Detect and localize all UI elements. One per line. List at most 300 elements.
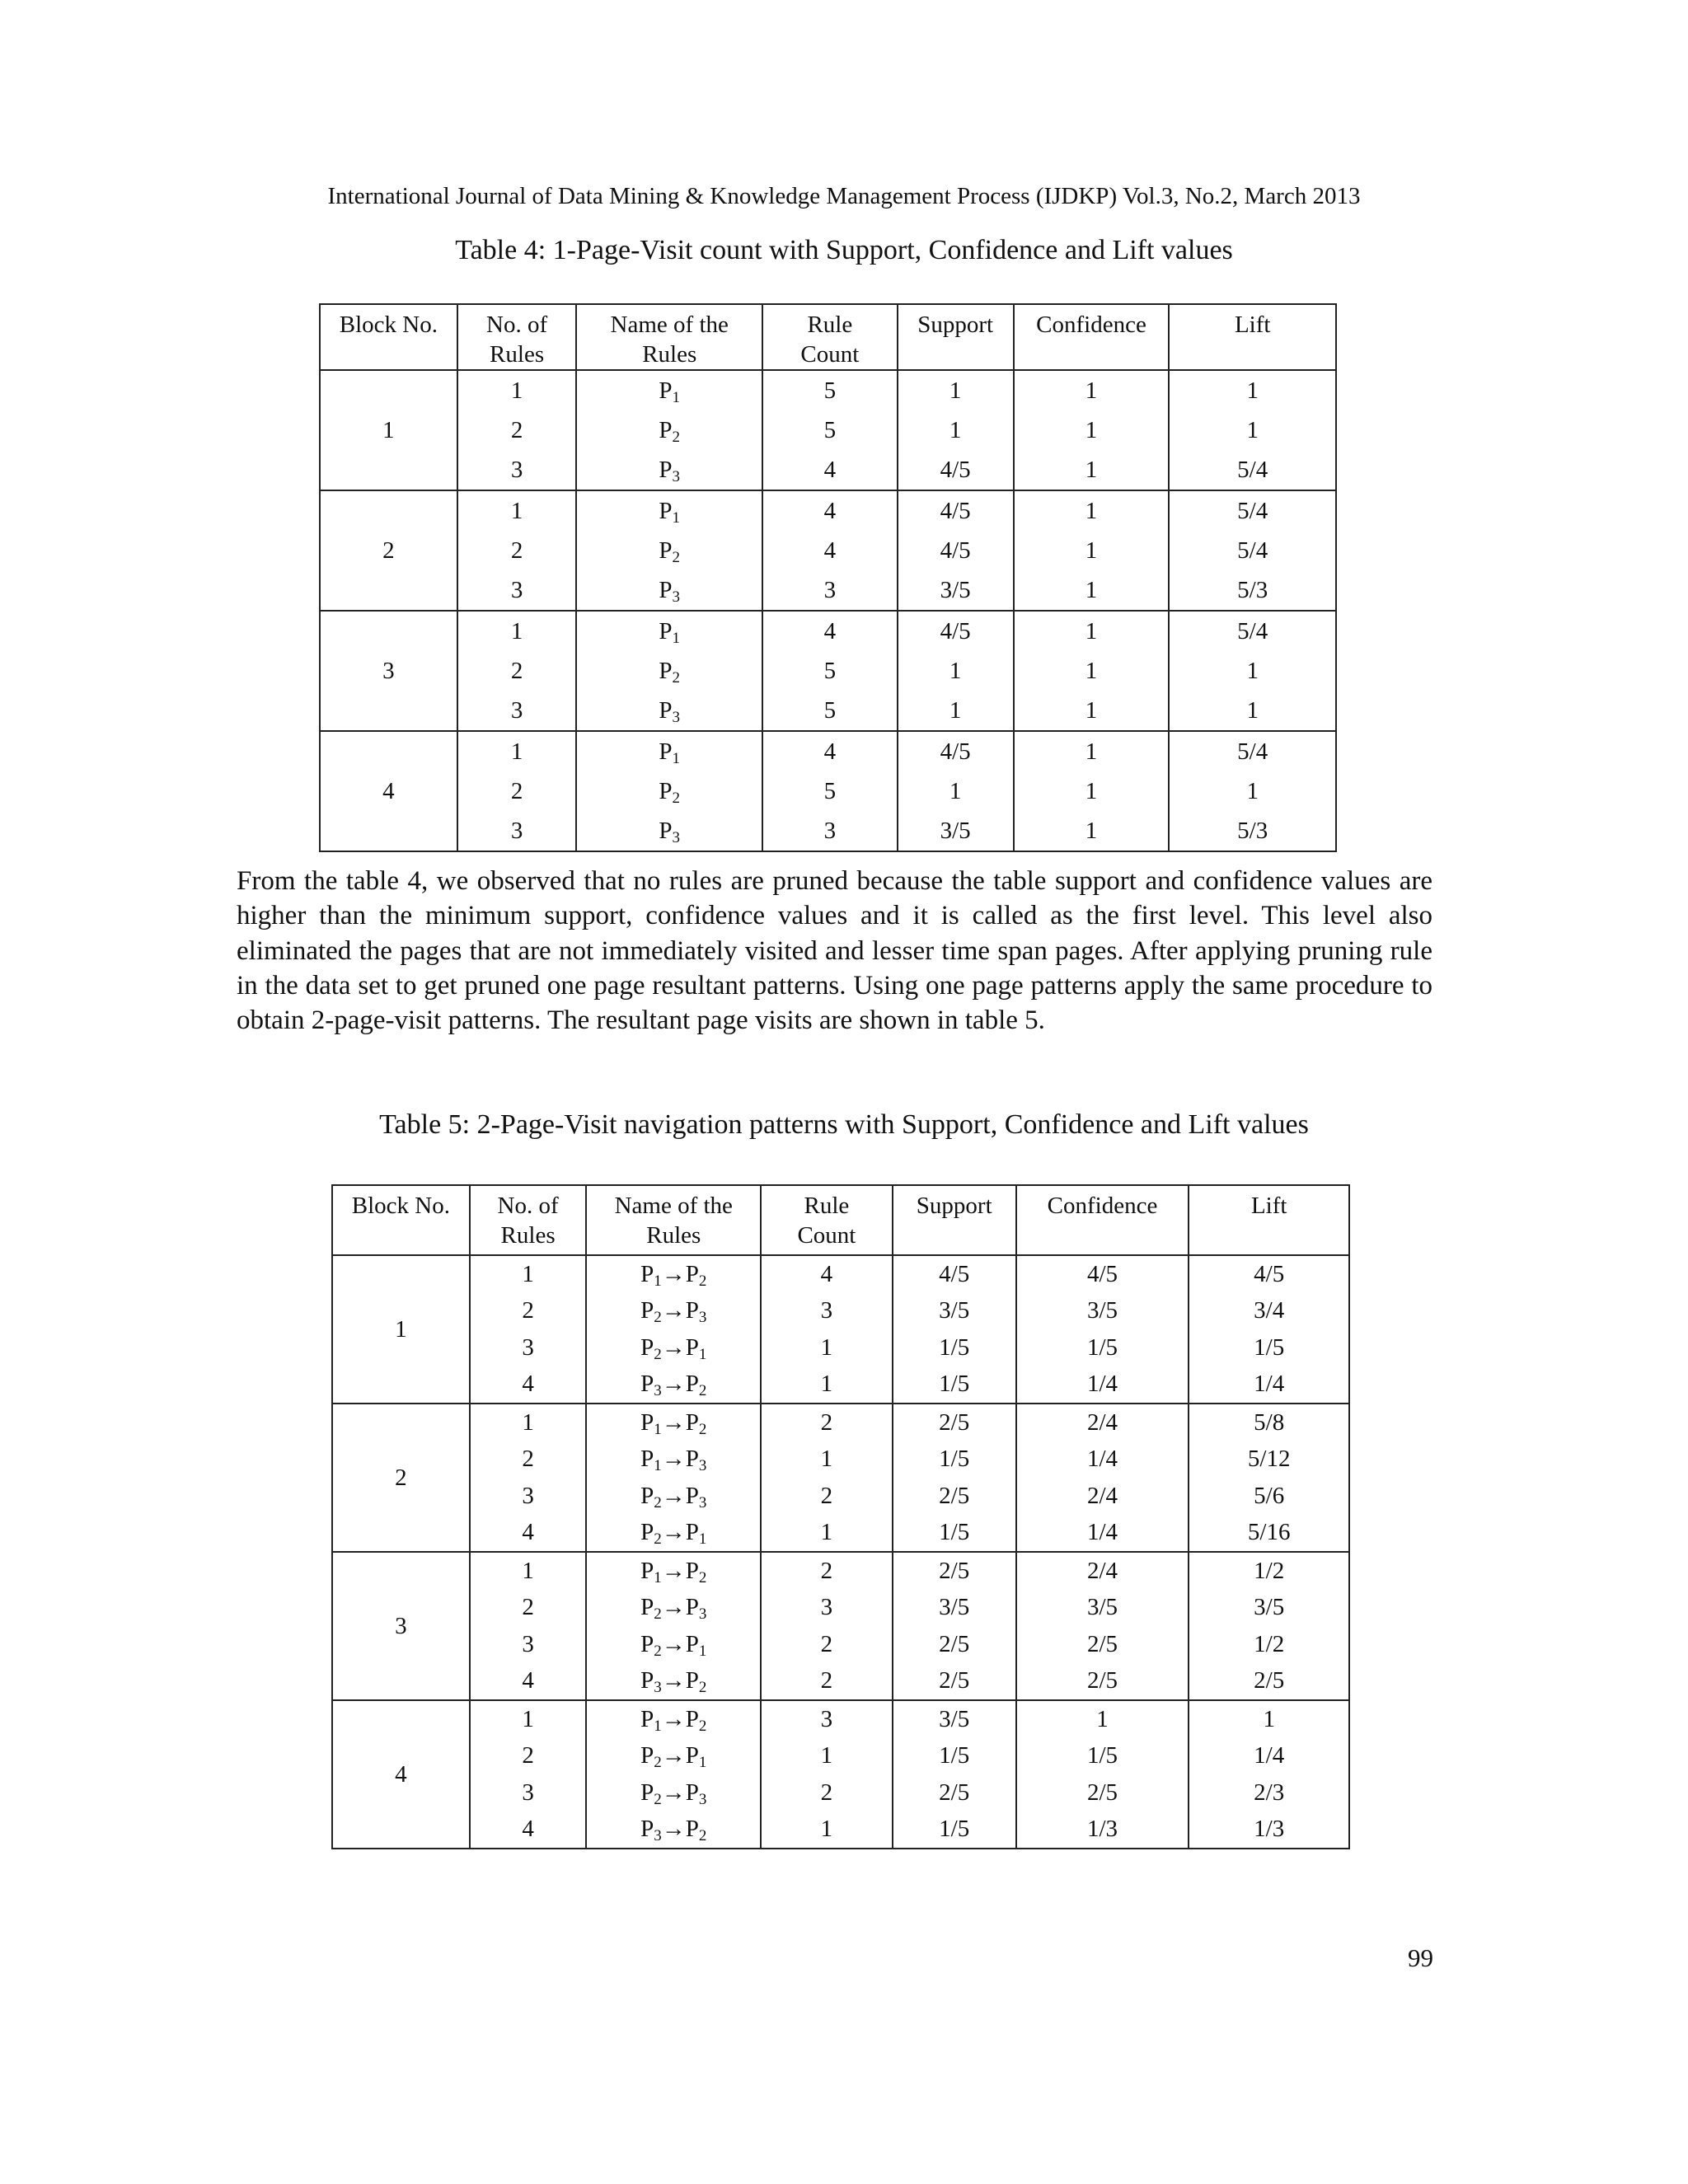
page-letter: P [659, 817, 673, 844]
page-subscript: 3 [672, 467, 681, 485]
column-header: Support [898, 304, 1014, 370]
page-letter: P [659, 416, 673, 443]
rule-name-cell [576, 811, 762, 851]
lift-cell: 5/4 [1169, 611, 1336, 651]
page-letter: P [685, 1667, 699, 1694]
block-number-cell: 4 [320, 731, 457, 851]
lift-cell: 5/4 [1169, 731, 1336, 771]
rule-number-cell: 1 [470, 1404, 587, 1441]
rule-number-cell: 2 [470, 1293, 587, 1330]
lift-cell: 3/4 [1189, 1293, 1349, 1330]
rule-number-cell: 3 [470, 1774, 587, 1811]
rule-count-cell: 4 [762, 611, 898, 651]
arrow-icon: → [661, 1630, 686, 1657]
lift-cell: 1 [1169, 651, 1336, 691]
rule-name-cell [586, 1626, 761, 1663]
rule-name-cell [586, 1774, 761, 1811]
page-subscript: 2 [672, 789, 681, 807]
table-row [320, 531, 1336, 570]
page-subscript: 3 [654, 1382, 662, 1400]
table-row [320, 370, 1336, 410]
confidence-cell: 1 [1014, 691, 1170, 731]
arrow-icon: → [661, 1446, 686, 1473]
table-row [320, 570, 1336, 611]
arrow-icon: → [661, 1705, 686, 1732]
lift-cell: 5/16 [1189, 1515, 1349, 1553]
rule-name-cell [576, 691, 762, 731]
confidence-cell: 2/5 [1016, 1774, 1189, 1811]
confidence-cell: 3/5 [1016, 1293, 1189, 1330]
table-row [320, 611, 1336, 651]
page-letter: P [659, 777, 673, 804]
rule-name-cell [576, 570, 762, 611]
rule-number-cell: 2 [470, 1738, 587, 1775]
support-cell: 2/5 [893, 1663, 1016, 1701]
confidence-cell: 2/4 [1016, 1552, 1189, 1590]
page-subscript: 1 [698, 1754, 707, 1772]
arrow-icon: → [661, 1519, 686, 1546]
arrow-icon: → [661, 1594, 686, 1621]
page-letter: P [659, 537, 673, 564]
confidence-cell: 1 [1014, 450, 1170, 490]
page-subscript: 2 [672, 548, 681, 566]
lift-cell: 5/12 [1189, 1441, 1349, 1479]
page-subscript: 1 [672, 629, 681, 647]
table-row [332, 1738, 1349, 1775]
page-subscript: 1 [654, 1272, 662, 1290]
confidence-cell: 1 [1014, 370, 1170, 410]
support-cell: 1/5 [893, 1738, 1016, 1775]
column-header: Lift [1189, 1185, 1349, 1255]
block-number-cell: 3 [332, 1552, 470, 1700]
rule-count-cell: 1 [761, 1441, 893, 1479]
column-header: Confidence [1016, 1185, 1189, 1255]
page-subscript: 2 [654, 1345, 662, 1363]
page-subscript: 2 [698, 1827, 707, 1845]
page-letter: P [659, 456, 673, 483]
block-number-cell: 1 [332, 1255, 470, 1404]
page-letter: P [685, 1742, 699, 1769]
arrow-icon: → [661, 1779, 686, 1806]
page-letter: P [685, 1594, 699, 1621]
rule-count-cell: 5 [762, 691, 898, 731]
confidence-cell: 2/4 [1016, 1404, 1189, 1441]
page-subscript: 2 [698, 1717, 707, 1735]
block-number-cell: 1 [320, 370, 457, 490]
table-row [332, 1663, 1349, 1701]
support-cell: 1 [898, 691, 1014, 731]
support-cell: 1/5 [893, 1515, 1016, 1553]
column-header: Support [893, 1185, 1016, 1255]
confidence-cell: 1 [1014, 490, 1170, 531]
lift-cell: 5/6 [1189, 1478, 1349, 1515]
lift-cell: 1 [1169, 370, 1336, 410]
table-row [332, 1404, 1349, 1441]
lift-cell: 1/2 [1189, 1626, 1349, 1663]
rule-number-cell: 4 [470, 1811, 587, 1849]
block-number-cell: 2 [332, 1404, 470, 1552]
page-subscript: 1 [654, 1717, 662, 1735]
rule-name-cell [586, 1255, 761, 1293]
page-subscript: 2 [654, 1790, 662, 1808]
table-row [332, 1515, 1349, 1553]
page-letter: P [685, 1519, 699, 1546]
rule-name-cell [586, 1590, 761, 1627]
rule-count-cell: 1 [761, 1515, 893, 1553]
arrow-icon: → [661, 1482, 686, 1509]
lift-cell: 1/4 [1189, 1738, 1349, 1775]
table-5-body [332, 1255, 1349, 1849]
page-letter: P [640, 1779, 654, 1806]
rule-count-cell: 3 [761, 1293, 893, 1330]
confidence-cell: 1/3 [1016, 1811, 1189, 1849]
rule-name-cell [576, 370, 762, 410]
page-subscript: 1 [672, 388, 681, 406]
column-header: Name of the Rules [586, 1185, 761, 1255]
page-letter: P [659, 617, 673, 644]
confidence-cell: 1 [1014, 531, 1170, 570]
page-subscript: 2 [672, 428, 681, 446]
page-subscript: 3 [698, 1605, 707, 1624]
rule-count-cell: 4 [762, 450, 898, 490]
page-subscript: 1 [672, 749, 681, 767]
rule-count-cell: 1 [761, 1329, 893, 1366]
support-cell: 4/5 [898, 731, 1014, 771]
table-5-header [332, 1185, 1349, 1255]
page-letter: P [685, 1779, 699, 1806]
page-subscript: 2 [654, 1642, 662, 1660]
rule-number-cell: 2 [457, 410, 577, 450]
confidence-cell: 3/5 [1016, 1590, 1189, 1627]
rule-number-cell: 2 [457, 651, 577, 691]
rule-name-cell [586, 1478, 761, 1515]
page-letter: P [640, 1557, 654, 1584]
support-cell: 1/5 [893, 1329, 1016, 1366]
rule-number-cell: 1 [470, 1700, 587, 1738]
table-row [320, 490, 1336, 531]
page-subscript: 2 [698, 1420, 707, 1438]
rule-count-cell: 5 [762, 771, 898, 811]
arrow-icon: → [661, 1297, 686, 1324]
confidence-cell: 2/5 [1016, 1663, 1189, 1701]
support-cell: 1 [898, 410, 1014, 450]
rule-count-cell: 2 [761, 1626, 893, 1663]
confidence-cell: 1 [1014, 771, 1170, 811]
confidence-cell: 1 [1014, 731, 1170, 771]
confidence-cell: 1 [1014, 570, 1170, 611]
support-cell: 1 [898, 370, 1014, 410]
rule-count-cell: 5 [762, 370, 898, 410]
lift-cell: 5/3 [1169, 811, 1336, 851]
table-5-caption: Table 5: 2-Page-Visit navigation patterns with Support, Confidence and Lift values [379, 1109, 1309, 1140]
page-subscript: 3 [698, 1309, 707, 1327]
page-letter: P [659, 696, 673, 724]
rule-number-cell: 2 [470, 1441, 587, 1479]
page-subscript: 2 [698, 1382, 707, 1400]
lift-cell: 4/5 [1189, 1255, 1349, 1293]
page-letter: P [640, 1519, 654, 1546]
lift-cell: 1 [1169, 410, 1336, 450]
rule-number-cell: 1 [470, 1552, 587, 1590]
page-number: 99 [1408, 1943, 1433, 1972]
confidence-cell: 1 [1014, 811, 1170, 851]
lift-cell: 5/8 [1189, 1404, 1349, 1441]
lift-cell: 1 [1169, 771, 1336, 811]
page-letter: P [640, 1594, 654, 1621]
support-cell: 2/5 [893, 1404, 1016, 1441]
rule-number-cell: 3 [457, 811, 577, 851]
page-letter: P [685, 1260, 699, 1287]
page-letter: P [640, 1408, 654, 1436]
page-subscript: 3 [654, 1679, 662, 1697]
arrow-icon: → [661, 1333, 686, 1361]
block-number-cell: 4 [332, 1700, 470, 1849]
rule-count-cell: 4 [762, 531, 898, 570]
rule-number-cell: 3 [457, 450, 577, 490]
support-cell: 4/5 [898, 490, 1014, 531]
support-cell: 1/5 [893, 1441, 1016, 1479]
lift-cell: 1/3 [1189, 1811, 1349, 1849]
column-header: Name of the Rules [576, 304, 762, 370]
column-header: No. of Rules [457, 304, 577, 370]
block-number-cell: 2 [320, 490, 457, 611]
rule-name-cell [576, 450, 762, 490]
page-subscript: 2 [654, 1605, 662, 1624]
page-letter: P [640, 1816, 654, 1843]
rule-count-cell: 2 [761, 1552, 893, 1590]
rule-name-cell [576, 731, 762, 771]
column-header: Block No. [332, 1185, 470, 1255]
support-cell: 4/5 [893, 1255, 1016, 1293]
lift-cell: 5/3 [1169, 570, 1336, 611]
rule-count-cell: 3 [761, 1590, 893, 1627]
page-subscript: 1 [654, 1420, 662, 1438]
table-4-header [320, 304, 1336, 370]
rule-number-cell: 1 [457, 370, 577, 410]
table-row [332, 1293, 1349, 1330]
rule-name-cell [586, 1738, 761, 1775]
rule-name-cell [576, 651, 762, 691]
rule-count-cell: 2 [761, 1663, 893, 1701]
arrow-icon: → [661, 1816, 686, 1843]
support-cell: 2/5 [893, 1552, 1016, 1590]
rule-number-cell: 3 [470, 1626, 587, 1663]
confidence-cell: 1/5 [1016, 1738, 1189, 1775]
arrow-icon: → [661, 1371, 686, 1398]
table-row [332, 1441, 1349, 1479]
page-subscript: 2 [654, 1493, 662, 1511]
table-row [332, 1366, 1349, 1404]
rule-name-cell [586, 1811, 761, 1849]
rule-number-cell: 3 [457, 691, 577, 731]
rule-name-cell [576, 531, 762, 570]
confidence-cell: 1 [1016, 1700, 1189, 1738]
page-subscript: 1 [654, 1457, 662, 1475]
page-letter: P [640, 1482, 654, 1509]
confidence-cell: 1 [1014, 651, 1170, 691]
support-cell: 3/5 [893, 1293, 1016, 1330]
rule-count-cell: 1 [761, 1811, 893, 1849]
table-4 [319, 303, 1337, 852]
column-header: Lift [1169, 304, 1336, 370]
page-letter: P [640, 1667, 654, 1694]
confidence-cell: 4/5 [1016, 1255, 1189, 1293]
table-4-caption: Table 4: 1-Page-Visit count with Support, Confidence and Lift values [455, 235, 1233, 265]
lift-cell: 2/3 [1189, 1774, 1349, 1811]
confidence-cell: 1/4 [1016, 1515, 1189, 1553]
table-5 [331, 1184, 1350, 1849]
rule-name-cell [586, 1404, 761, 1441]
rule-number-cell: 2 [457, 771, 577, 811]
rule-name-cell [576, 490, 762, 531]
page-letter: P [659, 377, 673, 404]
rule-count-cell: 4 [762, 731, 898, 771]
page-subscript: 2 [654, 1754, 662, 1772]
rule-number-cell: 3 [470, 1478, 587, 1515]
support-cell: 3/5 [898, 570, 1014, 611]
lift-cell: 5/4 [1169, 450, 1336, 490]
rule-name-cell [586, 1329, 761, 1366]
lift-cell: 5/4 [1169, 531, 1336, 570]
rule-number-cell: 1 [457, 731, 577, 771]
lift-cell: 1/2 [1189, 1552, 1349, 1590]
table-row [320, 811, 1336, 851]
confidence-cell: 1 [1014, 611, 1170, 651]
page-letter: P [685, 1333, 699, 1361]
table-row [320, 731, 1336, 771]
support-cell: 2/5 [893, 1626, 1016, 1663]
page-letter: P [640, 1260, 654, 1287]
table-row [320, 691, 1336, 731]
column-header: No. of Rules [470, 1185, 587, 1255]
rule-count-cell: 2 [761, 1774, 893, 1811]
rule-count-cell: 1 [761, 1738, 893, 1775]
page-letter: P [685, 1557, 699, 1584]
table-row [332, 1478, 1349, 1515]
page-subscript: 2 [698, 1272, 707, 1290]
page-letter: P [685, 1371, 699, 1398]
arrow-icon: → [661, 1260, 686, 1287]
rule-number-cell: 3 [457, 570, 577, 611]
page-letter: P [659, 576, 673, 603]
table-row [320, 450, 1336, 490]
rule-name-cell [586, 1515, 761, 1553]
confidence-cell: 1/5 [1016, 1329, 1189, 1366]
page-subscript: 2 [698, 1568, 707, 1586]
rule-name-cell [586, 1552, 761, 1590]
page-subscript: 3 [672, 708, 681, 726]
column-header: Block No. [320, 304, 457, 370]
rule-count-cell: 4 [761, 1255, 893, 1293]
page-letter: P [685, 1816, 699, 1843]
rule-number-cell: 1 [457, 611, 577, 651]
rule-number-cell: 2 [470, 1590, 587, 1627]
rule-name-cell [586, 1700, 761, 1738]
page-subscript: 3 [672, 588, 681, 606]
arrow-icon: → [661, 1667, 686, 1694]
page-letter: P [685, 1446, 699, 1473]
confidence-cell: 1/4 [1016, 1366, 1189, 1404]
page-subscript: 2 [654, 1309, 662, 1327]
support-cell: 1/5 [893, 1366, 1016, 1404]
rule-count-cell: 2 [761, 1404, 893, 1441]
page-subscript: 3 [698, 1493, 707, 1511]
rule-name-cell [576, 611, 762, 651]
page-letter: P [640, 1742, 654, 1769]
page-letter: P [640, 1297, 654, 1324]
rule-count-cell: 4 [762, 490, 898, 531]
page-letter: P [685, 1482, 699, 1509]
body-paragraph: From the table 4, we observed that no rules are pruned because the table support and confidence values are higher than the minimum support, confidence values and it is called as the first level. This level also eliminated the pages that are not immediately visited and lesser time span pages. After applying pruning rule in the data set to get pruned one page resultant patterns. Using one page patterns apply the same procedure to obtain 2-page-visit patterns. The resultant page visits are shown in table 5. [237, 866, 1432, 1036]
lift-cell: 1/5 [1189, 1329, 1349, 1366]
table-row [332, 1700, 1349, 1738]
page-subscript: 2 [698, 1679, 707, 1697]
page-letter: P [640, 1630, 654, 1657]
rule-number-cell: 2 [457, 531, 577, 570]
arrow-icon: → [661, 1408, 686, 1436]
confidence-cell: 1/4 [1016, 1441, 1189, 1479]
page-subscript: 3 [672, 828, 681, 846]
table-row [320, 410, 1336, 450]
support-cell: 3/5 [898, 811, 1014, 851]
rule-name-cell [576, 771, 762, 811]
page-subscript: 1 [698, 1642, 707, 1660]
support-cell: 4/5 [898, 531, 1014, 570]
journal-header: International Journal of Data Mining & Knowledge Management Process (IJDKP) Vol.3, No.2, March 2013 [327, 183, 1361, 209]
page-subscript: 1 [672, 509, 681, 527]
page-subscript: 1 [654, 1568, 662, 1586]
rule-name-cell [576, 410, 762, 450]
support-cell: 4/5 [898, 450, 1014, 490]
support-cell: 4/5 [898, 611, 1014, 651]
lift-cell: 1/4 [1189, 1366, 1349, 1404]
rule-number-cell: 4 [470, 1663, 587, 1701]
rule-count-cell: 3 [762, 570, 898, 611]
column-header: Rule Count [762, 304, 898, 370]
rule-number-cell: 1 [457, 490, 577, 531]
page-letter: P [640, 1371, 654, 1398]
page-letter: P [685, 1297, 699, 1324]
rule-count-cell: 2 [761, 1478, 893, 1515]
arrow-icon: → [661, 1557, 686, 1584]
page-letter: P [685, 1408, 699, 1436]
lift-cell: 2/5 [1189, 1663, 1349, 1701]
rule-count-cell: 5 [762, 410, 898, 450]
page-letter: P [659, 657, 673, 684]
page-subscript: 1 [698, 1345, 707, 1363]
rule-number-cell: 4 [470, 1366, 587, 1404]
table-row [332, 1811, 1349, 1849]
rule-name-cell [586, 1293, 761, 1330]
rule-count-cell: 3 [761, 1700, 893, 1738]
page-subscript: 3 [654, 1827, 662, 1845]
arrow-icon: → [661, 1742, 686, 1769]
table-row [332, 1552, 1349, 1590]
support-cell: 1 [898, 771, 1014, 811]
support-cell: 2/5 [893, 1478, 1016, 1515]
page-subscript: 2 [654, 1530, 662, 1549]
rule-name-cell [586, 1663, 761, 1701]
page-letter: P [640, 1446, 654, 1473]
confidence-cell: 2/5 [1016, 1626, 1189, 1663]
block-number-cell: 3 [320, 611, 457, 731]
lift-cell: 5/4 [1169, 490, 1336, 531]
lift-cell: 1 [1169, 691, 1336, 731]
table-row [332, 1590, 1349, 1627]
rule-number-cell: 1 [470, 1255, 587, 1293]
page-letter: P [659, 497, 673, 524]
page-letter: P [659, 738, 673, 765]
